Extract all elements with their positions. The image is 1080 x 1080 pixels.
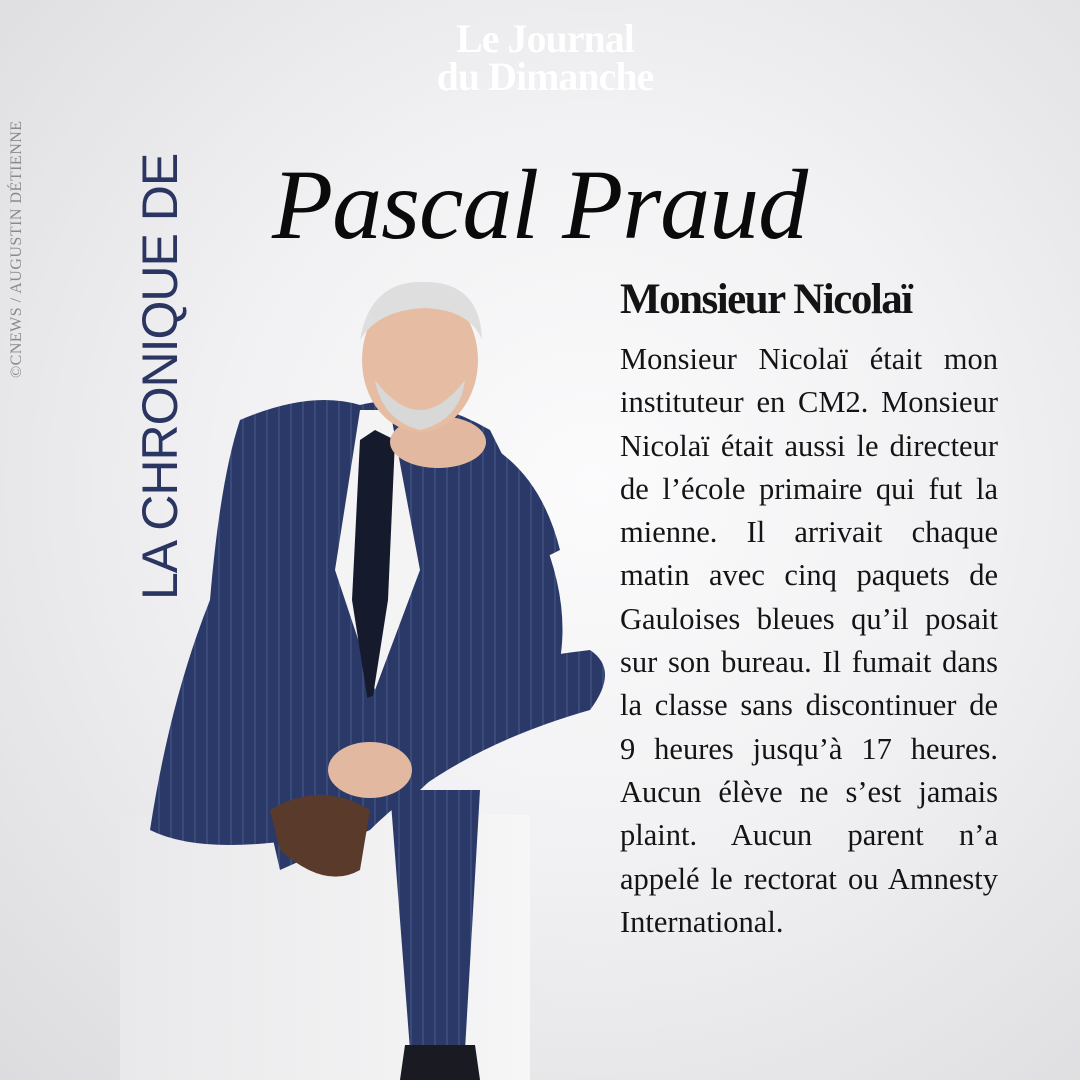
article-body: Monsieur Nicolaï était mon instituteur en CM2. Monsieur Nicolaï était aussi le directeur de l’école primaire qui fut la mienne. Il arrivait chaque matin avec cinq paquets de Gauloises bleues qu’il posait sur son bureau. Il fumait dans la classe sans discontinuer de 9 heures jusqu’à 17 heures. Aucun élève ne s’est jamais plaint. Aucun parent n’a appelé le rectorat ou Amnesty International. [620, 342, 998, 939]
chronique-label: LA CHRONIQUE DE [132, 153, 188, 600]
photo-credit: ©CNEWS / AUGUSTIN DÉTIENNE [8, 120, 25, 378]
portrait-photo [120, 270, 620, 1080]
author-name: Pascal Praud [272, 149, 808, 260]
logo-line-2: du Dimanche [436, 54, 654, 99]
logo-line-1: Le Journal [456, 16, 634, 61]
article-headline: Monsieur Nicolaï [620, 276, 912, 323]
newspaper-logo [380, 16, 710, 99]
